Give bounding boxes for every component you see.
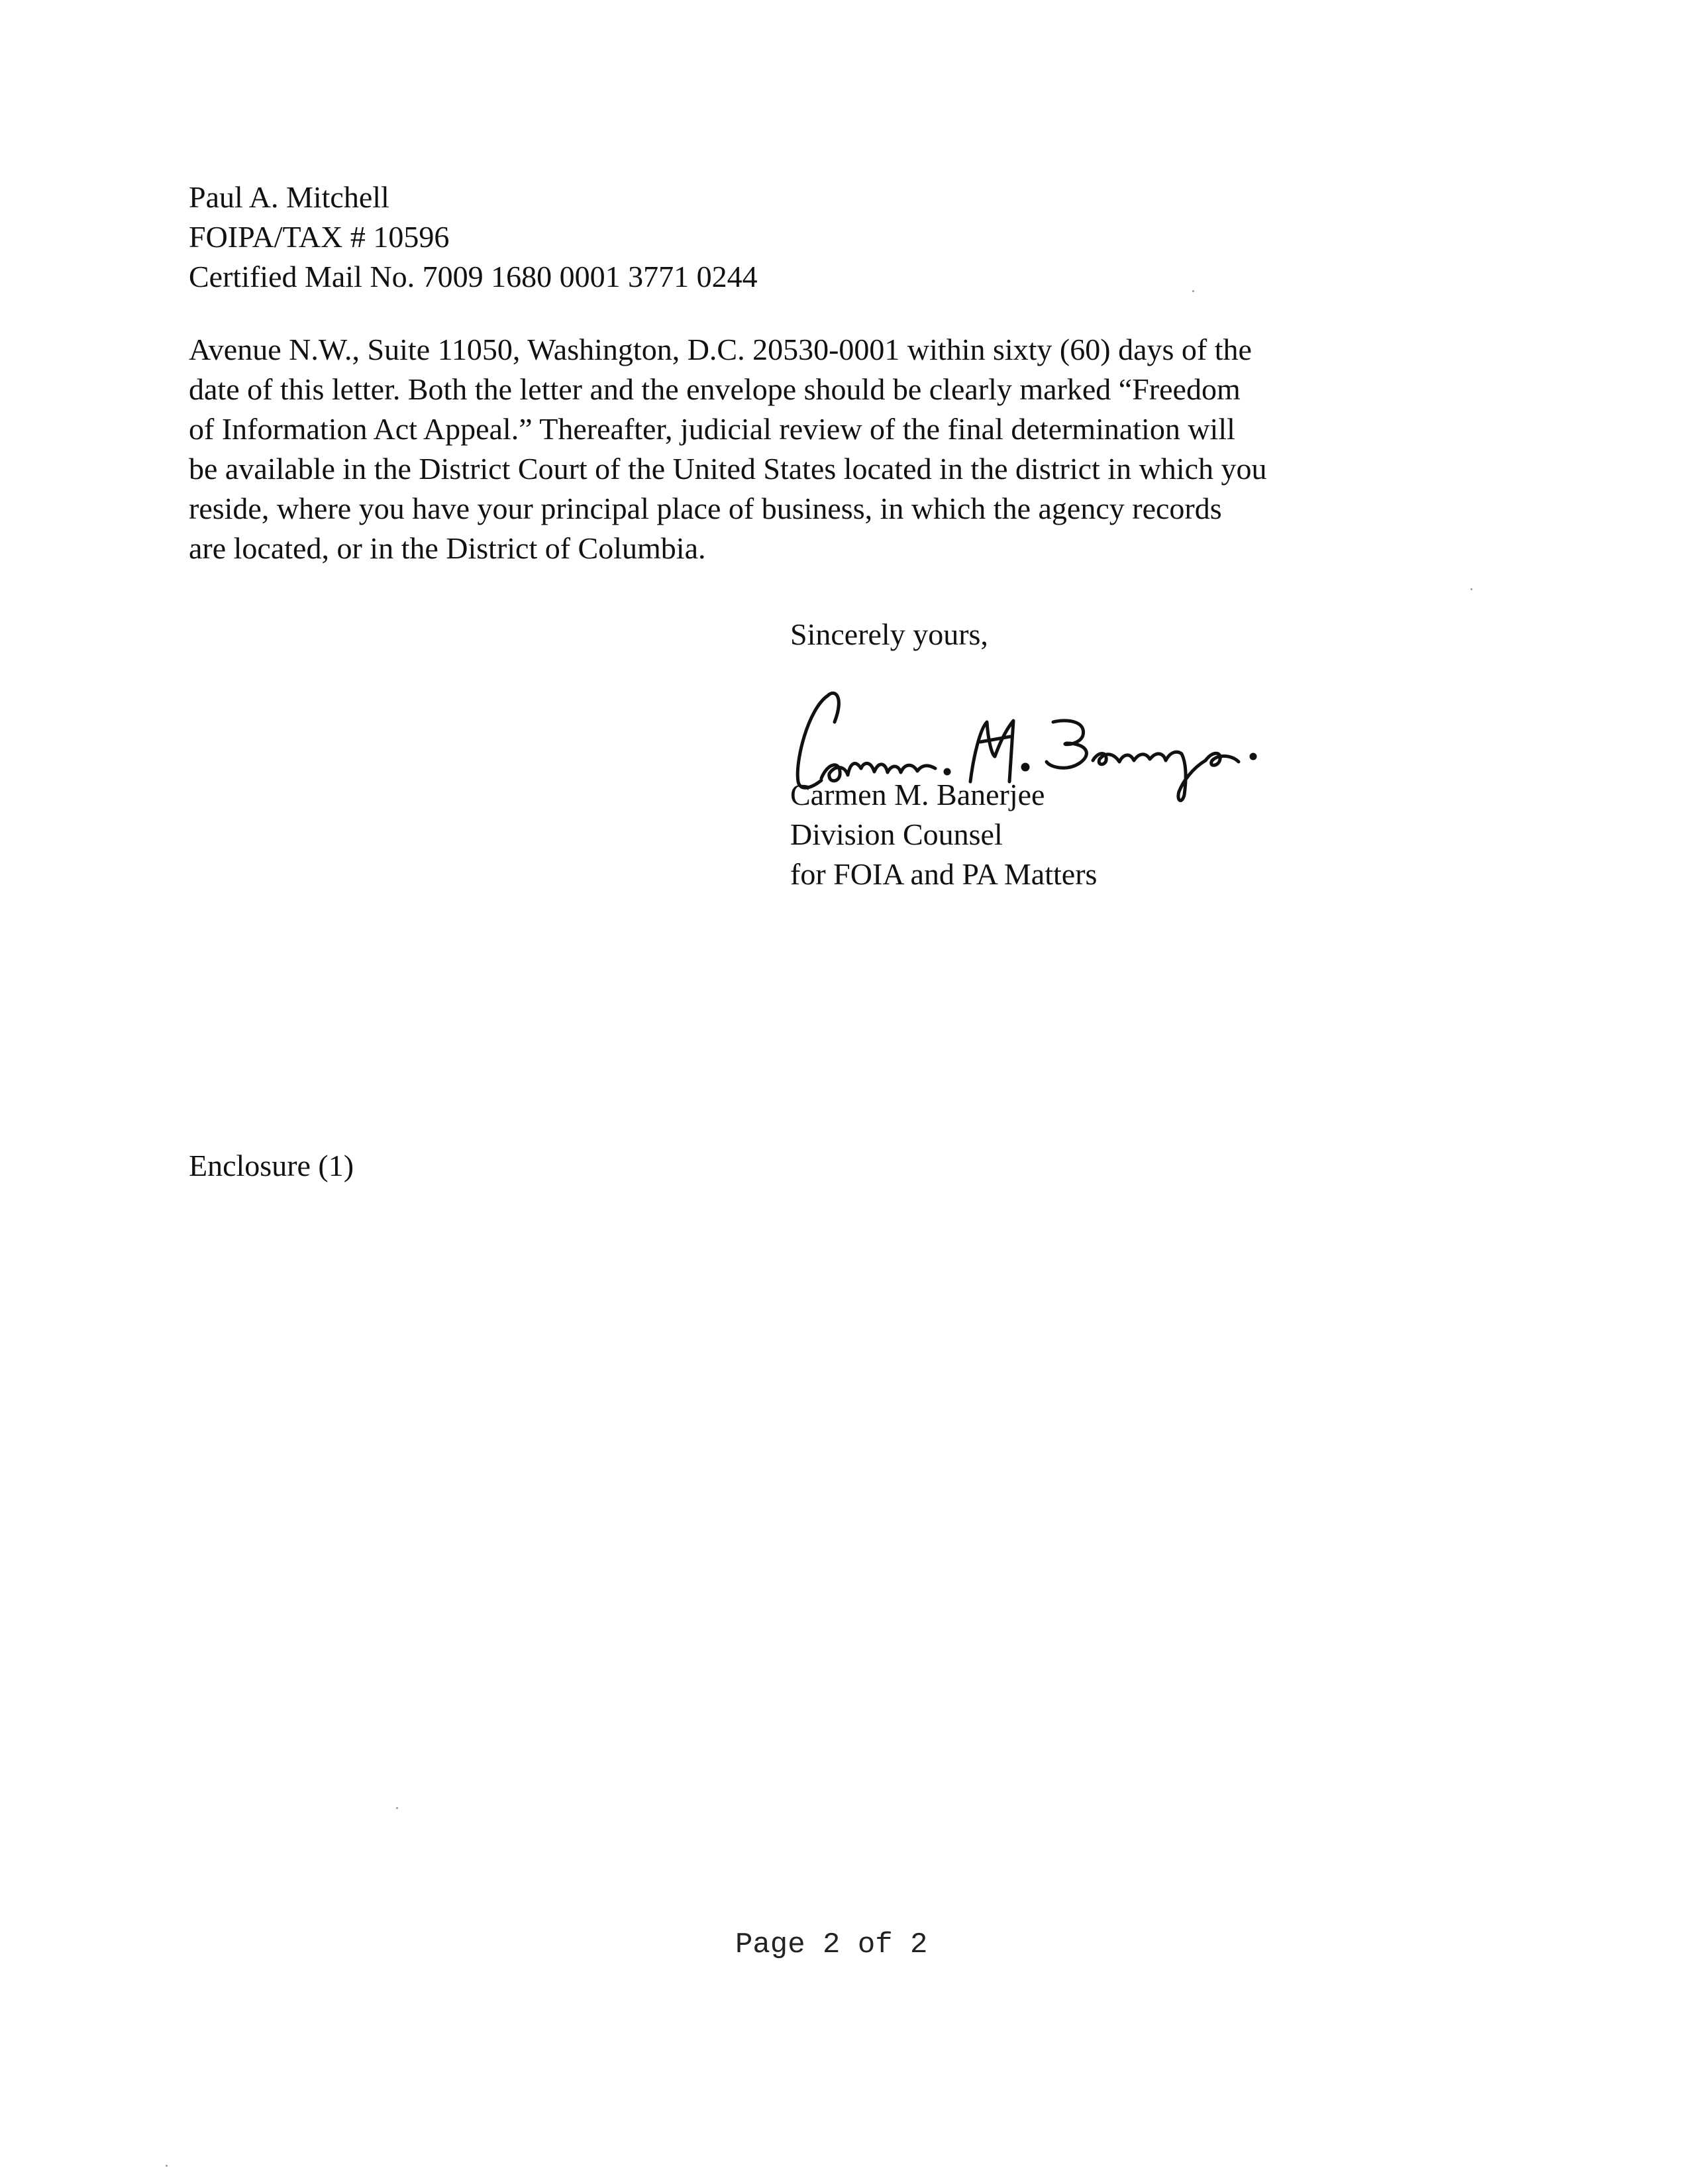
letter-header: [189, 178, 758, 297]
recipient-name: Paul A. Mitchell: [189, 180, 389, 214]
certified-mail-number: Certified Mail No. 7009 1680 0001 3771 0244: [189, 260, 758, 293]
page-number: Page 2 of 2: [735, 1928, 928, 1961]
body-line: are located, or in the District of Columbia.: [189, 531, 706, 565]
body-line: reside, where you have your principal place of business, in which the agency records: [189, 492, 1222, 525]
body-line: be available in the District Court of the United States located in the district in which you: [189, 452, 1267, 486]
closing-salutation: Sincerely yours,: [790, 617, 988, 651]
scan-speck: [166, 2165, 168, 2167]
body-line: of Information Act Appeal.” Thereafter, judicial review of the final determination will: [189, 412, 1235, 446]
enclosure-note: Enclosure (1): [189, 1149, 354, 1182]
scan-speck: [1192, 290, 1194, 292]
signer-block: [790, 775, 1097, 894]
signer-name: Carmen M. Banerjee: [790, 778, 1045, 811]
signer-department: for FOIA and PA Matters: [790, 857, 1098, 891]
signer-title: Division Counsel: [790, 817, 1003, 851]
body-line: date of this letter. Both the letter and the envelope should be clearly marked “Freedom: [189, 372, 1241, 406]
reference-number: FOIPA/TAX # 10596: [189, 220, 450, 254]
body-paragraph: [189, 330, 1267, 568]
scan-speck: [1470, 588, 1472, 590]
body-line: Avenue N.W., Suite 11050, Washington, D.C. 20530-0001 within sixty (60) days of the: [189, 333, 1252, 366]
scan-speck: [396, 1807, 398, 1809]
